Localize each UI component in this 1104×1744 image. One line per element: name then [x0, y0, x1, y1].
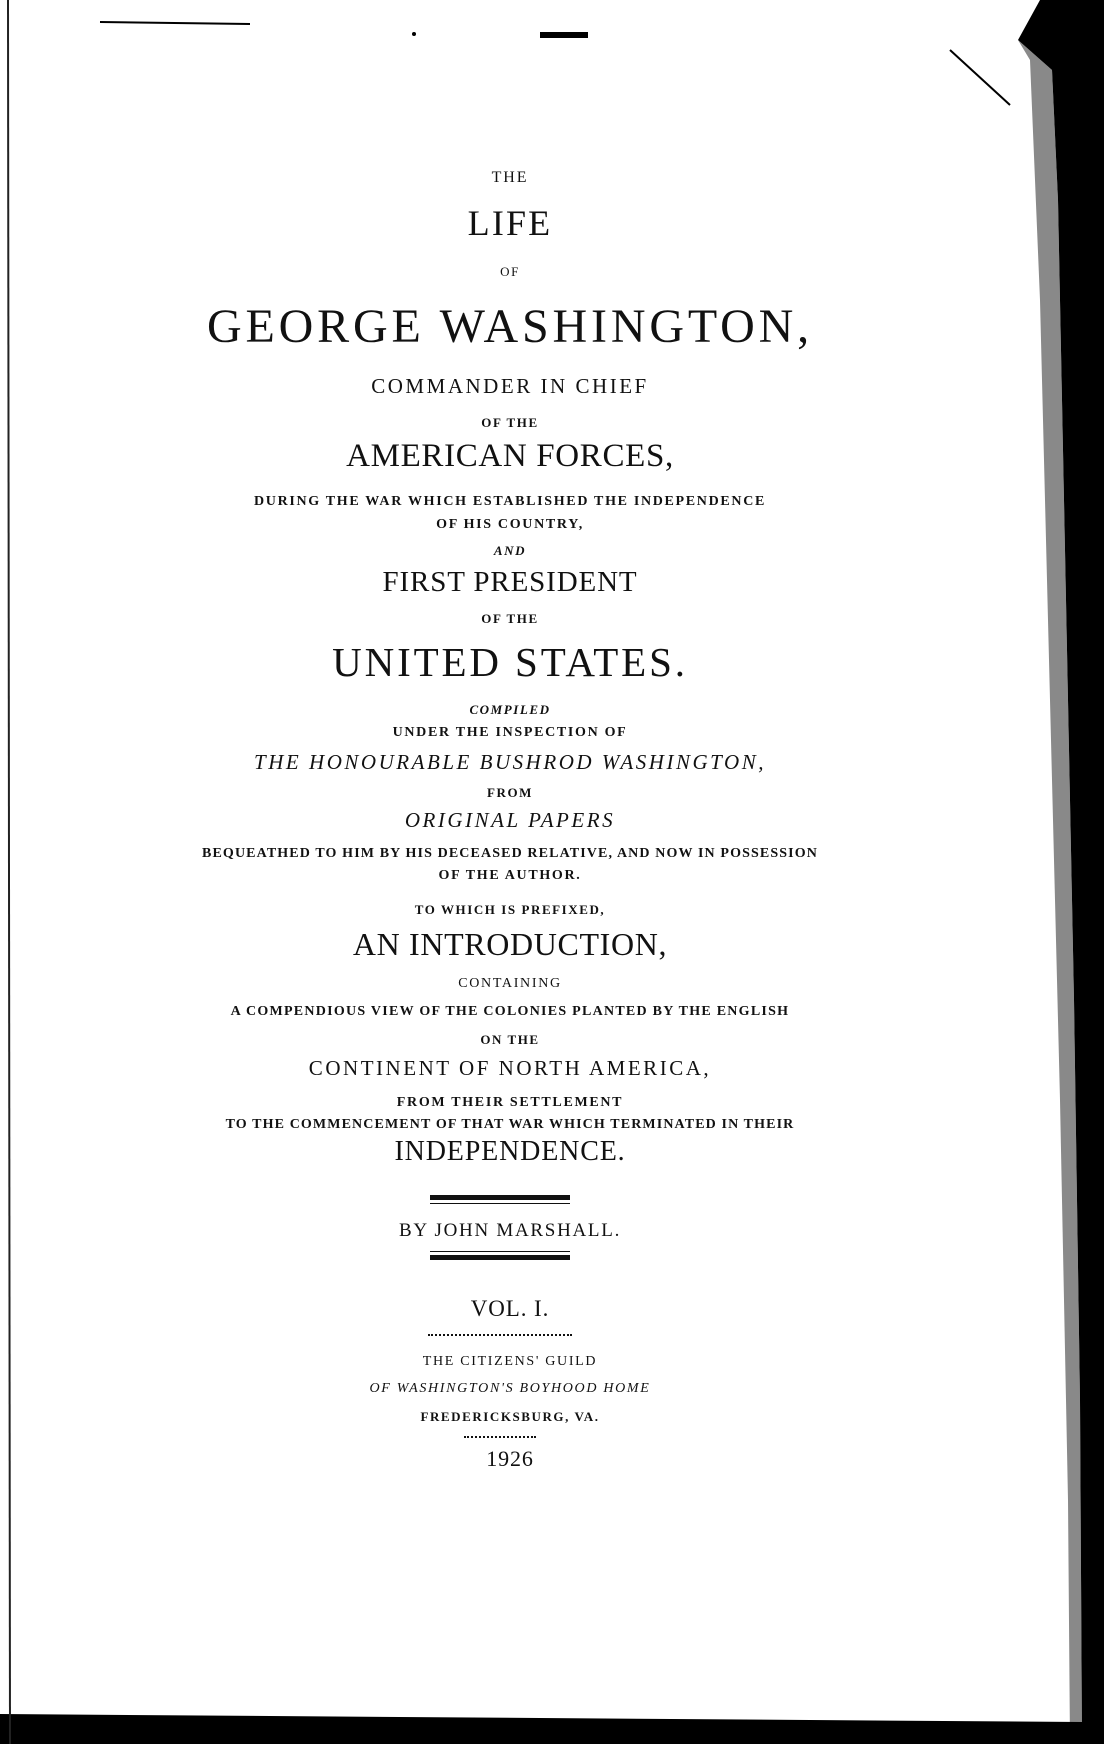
and-word: AND: [493, 543, 527, 558]
from-word: FROM: [487, 785, 533, 800]
united-states: UNITED STATES.: [332, 639, 688, 685]
compiled-word: COMPILED: [469, 702, 551, 717]
title-the: THE: [491, 169, 529, 186]
under-inspection: UNDER THE INSPECTION OF: [392, 725, 628, 740]
rule-thin-bottom: [430, 1251, 570, 1252]
publisher-line-1: THE CITIZENS' GUILD: [422, 1354, 598, 1369]
of-the-1: OF THE: [481, 415, 539, 430]
publisher-line-2: OF WASHINGTON'S BOYHOOD HOME: [369, 1381, 651, 1396]
dotted-rule-2: [464, 1436, 536, 1438]
title-of: OF: [500, 264, 520, 279]
volume-line: VOL. I.: [470, 1296, 550, 1321]
place-line: FREDERICKSBURG, VA.: [420, 1409, 600, 1424]
author-line: BY JOHN MARSHALL.: [398, 1220, 622, 1241]
first-president: FIRST PRESIDENT: [382, 566, 638, 598]
rule-thick-top: [430, 1195, 570, 1200]
during-line-2: OF HIS COUNTRY,: [436, 517, 584, 532]
introduction-heading: AN INTRODUCTION,: [352, 926, 668, 962]
commencement-line: TO THE COMMENCEMENT OF THAT WAR WHICH TERMINATED IN THEIR: [225, 1117, 795, 1132]
compendious-line: A COMPENDIOUS VIEW OF THE COLONIES PLANTED BY THE ENGLISH: [230, 1004, 790, 1019]
year-line: 1926: [486, 1446, 534, 1471]
settlement-line: FROM THEIR SETTLEMENT: [396, 1095, 624, 1110]
title-life: LIFE: [467, 203, 553, 243]
role-commander: COMMANDER IN CHIEF: [371, 374, 649, 398]
american-forces: AMERICAN FORCES,: [346, 438, 674, 474]
prefixed-line: TO WHICH IS PREFIXED,: [414, 902, 606, 917]
dotted-rule-1: [428, 1334, 572, 1336]
continent-line: CONTINENT OF NORTH AMERICA,: [308, 1056, 712, 1080]
inspector-name: THE HONOURABLE BUSHROD WASHINGTON,: [254, 750, 766, 774]
independence-line: INDEPENDENCE.: [394, 1136, 626, 1167]
bequeathed-line-1: BEQUEATHED TO HIM BY HIS DECEASED RELATIVE, AND NOW IN POSSESSION: [202, 846, 818, 861]
containing-word: CONTAINING: [458, 976, 562, 991]
of-the-2: OF THE: [481, 611, 539, 626]
title-subject: GEORGE WASHINGTON,: [206, 300, 813, 353]
during-line-1: DURING THE WAR WHICH ESTABLISHED THE INDEPENDENCE: [253, 494, 767, 509]
rule-thick-bottom: [430, 1255, 570, 1260]
rule-thin-top: [430, 1203, 570, 1204]
original-papers: ORIGINAL PAPERS: [404, 808, 616, 832]
bequeathed-line-2: OF THE AUTHOR.: [438, 868, 582, 883]
on-the: ON THE: [480, 1032, 540, 1047]
